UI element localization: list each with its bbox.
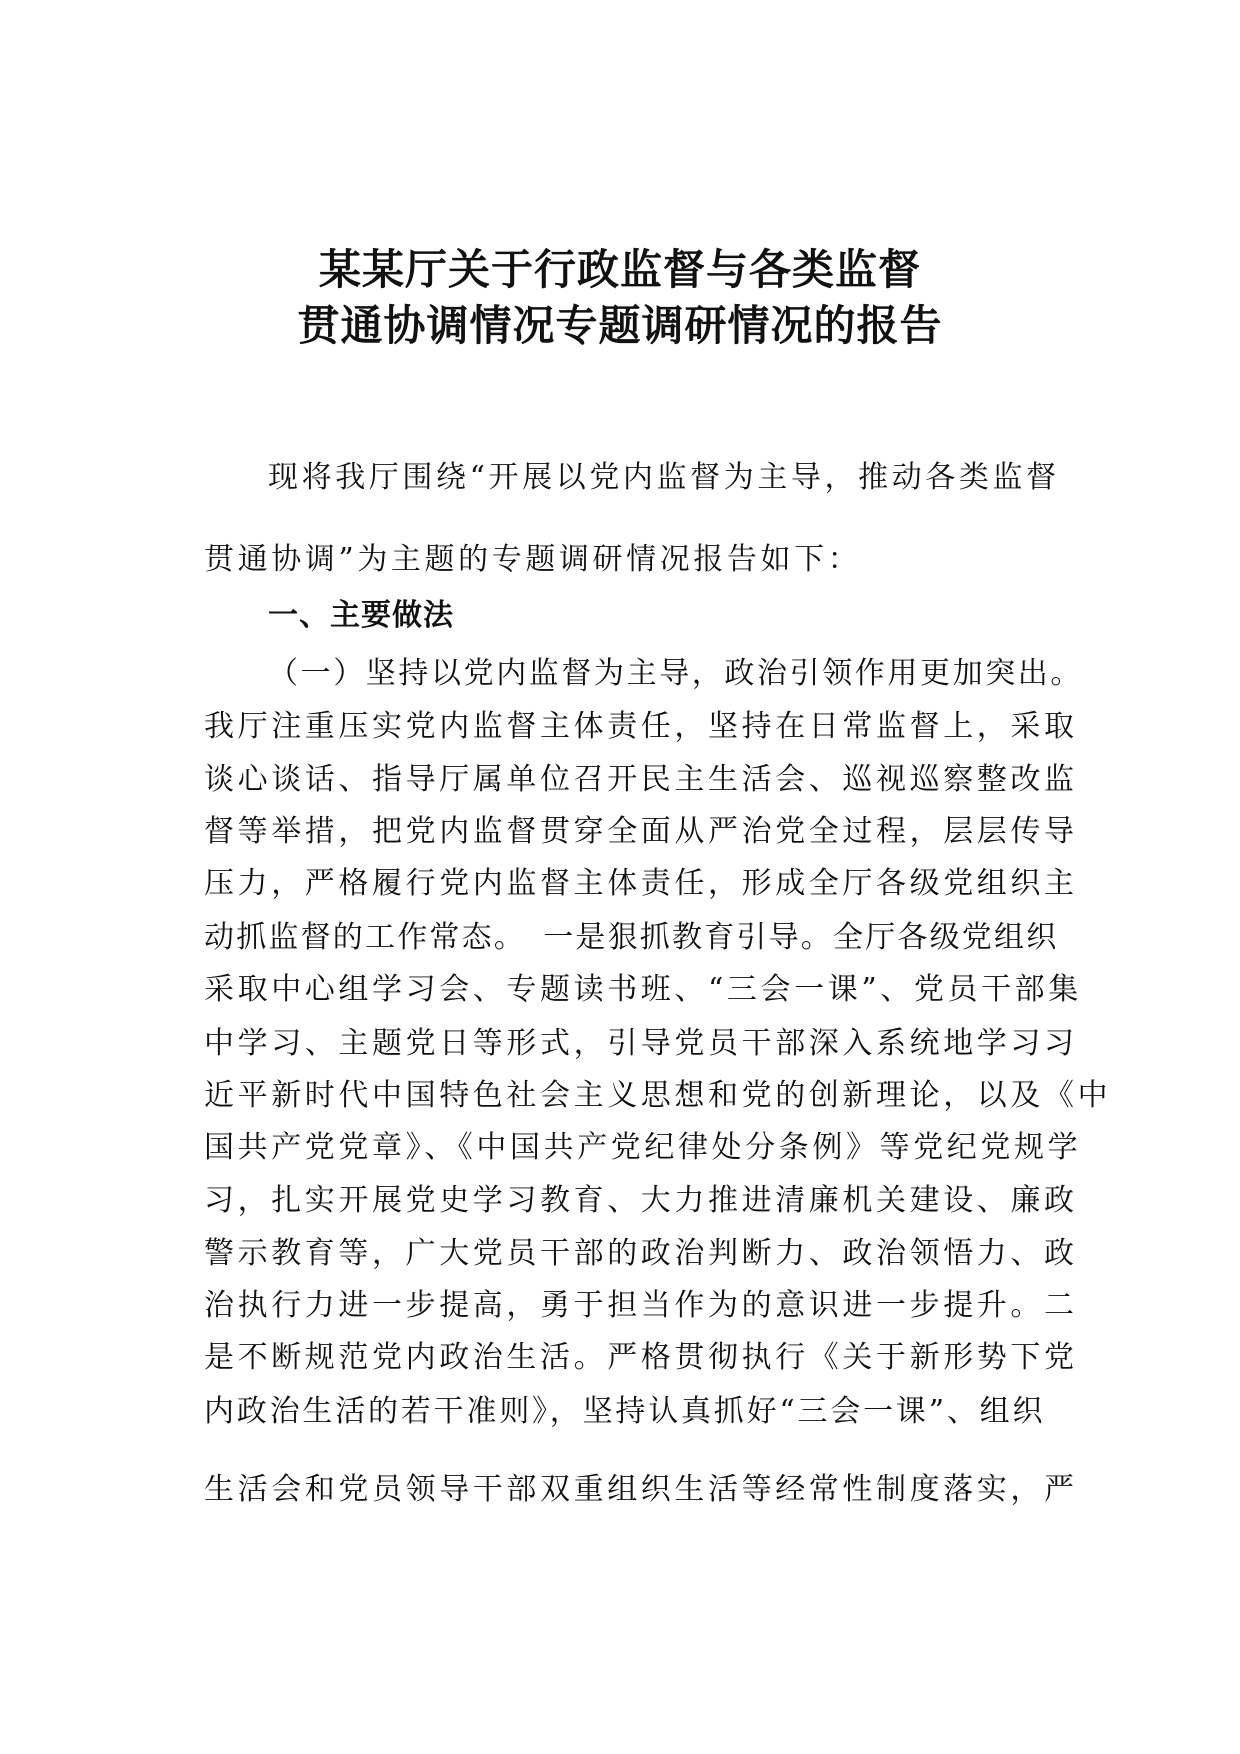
body-line-5: 压力，严格履行党内监督主体责任，形成全厅各级党组织主 [204, 866, 1078, 901]
body-line-15: 内政治生活的若干准则》，坚持认真抓好“三会一课”、组织 [204, 1394, 1046, 1429]
body-line-3: 谈心谈话、指导厅属单位召开民主生活会、巡视巡察整改监 [204, 762, 1078, 797]
title-line-1: 某某厅关于行政监督与各类监督 [318, 245, 921, 294]
body-line-16: 生活会和党员领导干部双重组织生活等经常性制度落实，严 [204, 1472, 1078, 1507]
document-title [0, 242, 1240, 354]
body-line-12: 警示教育等，广大党员干部的政治判断力、政治领悟力、政 [204, 1236, 1078, 1271]
body-line-13: 治执行力进一步提高，勇于担当作为的意识进一步提升。二 [204, 1288, 1078, 1323]
body-line-11: 习，扎实开展党史学习教育、大力推进清廉机关建设、廉政 [204, 1183, 1078, 1218]
body-line-14: 是不断规范党内政治生活。严格贯彻执行《关于新形势下党 [204, 1340, 1078, 1375]
body-line-8: 中学习、主题党日等形式，引导党员干部深入系统地学习习 [204, 1026, 1078, 1061]
body-line-1: （一）坚持以党内监督为主导，政治引领作用更加突出。 [268, 656, 1083, 691]
section-heading: 一、主要做法 [268, 598, 454, 633]
title-line-2: 贯通协调情况专题调研情况的报告 [297, 301, 943, 350]
body-line-4: 督等举措，把党内监督贯穿全面从严治党全过程，层层传导 [204, 814, 1078, 849]
intro-line-1: 现将我厅围绕“开展以党内监督为主导，推动各类监督 [268, 460, 1060, 495]
body-line-2: 我厅注重压实党内监督主体责任，坚持在日常监督上，采取 [204, 709, 1078, 744]
intro-line-2: 贯通协调”为主题的专题调研情况报告如下： [204, 542, 862, 577]
body-line-6: 动抓监督的工作常态。 一是狠抓教育引导。全厅各级党组织 [204, 920, 1059, 955]
body-line-10: 国共产党党章》、《中国共产党纪律处分条例》等党纪党规学 [204, 1130, 1082, 1165]
body-line-7: 采取中心组学习会、专题读书班、“三会一课”、党员干部集 [204, 972, 1082, 1007]
body-line-9: 近平新时代中国特色社会主义思想和党的创新理论，以及《中 [204, 1078, 1112, 1113]
